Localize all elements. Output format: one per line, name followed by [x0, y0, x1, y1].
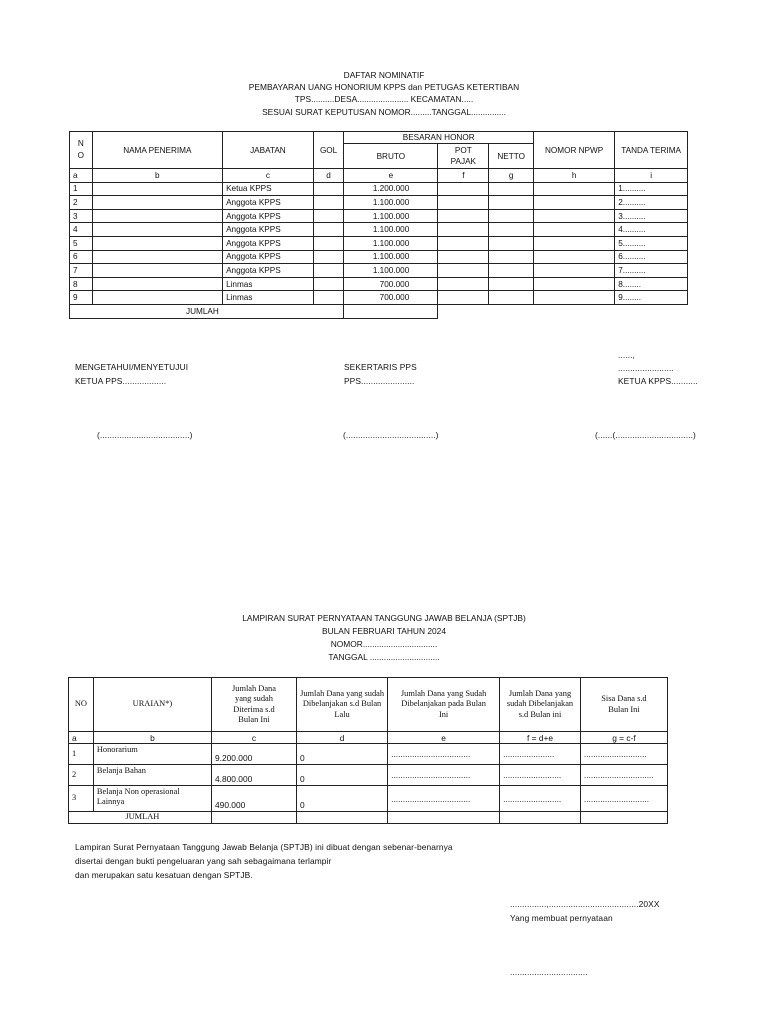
table-row: [70, 182, 688, 196]
doc1-subtitle: PEMBAYARAN UANG HONORIUM KPPS dan PETUGAS KETERTIBAN: [248, 82, 520, 92]
letter-cell: a: [69, 732, 94, 744]
row-no: 5: [70, 236, 93, 250]
row-tanda-terima: 3..........: [615, 209, 688, 223]
letter-cell: i: [615, 169, 688, 183]
doc2-tanggal-line: TANGGAL ..............................: [328, 652, 440, 662]
row-pot-pajak: [438, 264, 489, 278]
table-row: [69, 765, 668, 786]
row-diterima: 9.200.000: [212, 744, 297, 765]
table-row: [70, 277, 688, 291]
row-tanda-terima: 1..........: [615, 182, 688, 196]
row-pot-pajak: [438, 223, 489, 237]
letter-cell: c: [212, 732, 297, 744]
row-dibelanjakan-lalu: 0: [296, 765, 387, 786]
row-pot-pajak: [438, 196, 489, 210]
row-diterima: 490.000: [212, 786, 297, 812]
col-header-npwp: NOMOR NPWP: [533, 132, 614, 169]
doc1-location-line: TPS..........DESA...................... KECAMATAN.....: [294, 94, 474, 104]
row-netto: [489, 277, 534, 291]
letter-cell: e: [344, 169, 438, 183]
row-dibelanjakan-lalu: 0: [296, 786, 387, 812]
col-header-netto: NETTO: [489, 144, 534, 169]
row-nama: [92, 223, 222, 237]
letter-cell: f = d+e: [500, 732, 581, 744]
sptjb-table: [68, 677, 668, 824]
table-row: [70, 236, 688, 250]
sig-mid-title: SEKERTARIS PPS: [344, 362, 417, 372]
col-header-dibelanjakan-ini: Jumlah Dana yang Sudah Dibelanjakan pada Bulan Ini: [388, 678, 500, 732]
total-blank: [438, 304, 688, 318]
row-netto: [489, 264, 534, 278]
row-bruto: 1.100.000: [344, 250, 438, 264]
row-netto: [489, 250, 534, 264]
row-sisa-dana: ..............................: [580, 765, 667, 786]
sig-mid-role: PPS......................: [344, 376, 415, 386]
letter-cell: f: [438, 169, 489, 183]
doc2-month-line: BULAN FEBRUARI TAHUN 2024: [322, 626, 446, 636]
col-header-dibelanjakan-sd-ini: Jumlah Dana yang sudah Dibelanjakan s.d Bulan ini: [500, 678, 581, 732]
sig-right-date: .......................: [618, 363, 674, 373]
row-nama: [92, 264, 222, 278]
col-header-besaran-honor: BESARAN HONOR: [344, 132, 534, 144]
row-jabatan: Anggota KPPS: [223, 196, 314, 210]
row-netto: [489, 236, 534, 250]
row-bruto: 1.200.000: [344, 182, 438, 196]
row-gol: [313, 277, 344, 291]
row-npwp: [533, 182, 614, 196]
col-header-no: N O: [70, 132, 93, 169]
row-gol: [313, 182, 344, 196]
row-nama: [92, 277, 222, 291]
row-bruto: 1.100.000: [344, 196, 438, 210]
row-gol: [313, 196, 344, 210]
letter-cell: d: [296, 732, 387, 744]
row-bruto: 1.100.000: [344, 223, 438, 237]
col-header-uraian: URAIAN*): [93, 678, 211, 732]
row-netto: [489, 196, 534, 210]
row-tanda-terima: 5..........: [615, 236, 688, 250]
row-netto: [489, 182, 534, 196]
row-sisa-dana: ............................: [580, 786, 667, 812]
row-jabatan: Anggota KPPS: [223, 264, 314, 278]
table-row: [70, 291, 688, 305]
row-tanda-terima: 7..........: [615, 264, 688, 278]
row-netto: [489, 209, 534, 223]
row-bruto: 700.000: [344, 277, 438, 291]
row-dibelanjakan-ini: ..................................: [388, 786, 500, 812]
row-nama: [92, 291, 222, 305]
row-jabatan: Anggota KPPS: [223, 236, 314, 250]
row-npwp: [533, 236, 614, 250]
row-diterima: 4.800.000: [212, 765, 297, 786]
row-gol: [313, 223, 344, 237]
nominative-table: [69, 131, 688, 319]
sig-right-place: ......,: [618, 350, 635, 360]
row-nama: [92, 209, 222, 223]
total-label: JUMLAH: [70, 304, 344, 318]
table-row: [70, 264, 688, 278]
letter-cell: h: [533, 169, 614, 183]
row-jabatan: Anggota KPPS: [223, 250, 314, 264]
row-jabatan: Ketua KPPS: [223, 182, 314, 196]
row-jabatan: Linmas: [223, 277, 314, 291]
col-header-gol: GOL: [313, 132, 344, 169]
total-cell: [500, 812, 581, 824]
total-cell: [296, 812, 387, 824]
sig-left-role: KETUA PPS..................: [75, 376, 167, 386]
table-row: [70, 196, 688, 210]
total-cell: [580, 812, 667, 824]
row-gol: [313, 291, 344, 305]
table-row: [69, 786, 668, 812]
place-date-line: ...............,.....................................20XX: [510, 899, 660, 909]
letter-cell: a: [70, 169, 93, 183]
col-header-bruto: BRUTO: [344, 144, 438, 169]
row-no: 1: [70, 182, 93, 196]
row-npwp: [533, 277, 614, 291]
row-nama: [92, 250, 222, 264]
row-netto: [489, 291, 534, 305]
doc2-nomor-line: NOMOR................................: [330, 639, 438, 649]
letter-cell: e: [388, 732, 500, 744]
total-no-blank: [69, 812, 94, 824]
row-dibelanjakan-ini: ..................................: [388, 744, 500, 765]
sig-left-name-line: (.....................................): [97, 430, 193, 440]
sig-right-role: KETUA KPPS...........: [618, 376, 698, 386]
sig-mid-name-line: (.....................................): [343, 430, 439, 440]
row-no: 3: [70, 209, 93, 223]
row-no: 2: [70, 196, 93, 210]
total-cell: [388, 812, 500, 824]
row-gol: [313, 236, 344, 250]
row-pot-pajak: [438, 250, 489, 264]
row-no: 1: [69, 744, 94, 765]
row-pot-pajak: [438, 182, 489, 196]
row-tanda-terima: 4..........: [615, 223, 688, 237]
row-dibelanjakan-ini: ..................................: [388, 765, 500, 786]
row-tanda-terima: 9........: [615, 291, 688, 305]
statement-line-3: dan merupakan satu kesatuan dengan SPTJB.: [75, 870, 253, 880]
row-uraian: Belanja Non operasional Lainnya: [93, 786, 211, 812]
row-jabatan: Anggota KPPS: [223, 209, 314, 223]
col-header-pot-pajak: POT PAJAK: [438, 144, 489, 169]
col-header-dibelanjakan-lalu: Jumlah Dana yang sudah Dibelanjakan s.d Bulan Lalu: [296, 678, 387, 732]
signer-label: Yang membuat pernyataan: [510, 913, 613, 923]
row-npwp: [533, 250, 614, 264]
total-bruto: [344, 304, 438, 318]
doc2-title: LAMPIRAN SURAT PERNYATAAN TANGGUNG JAWAB BELANJA (SPTJB): [242, 613, 526, 623]
row-bruto: 1.100.000: [344, 209, 438, 223]
row-pot-pajak: [438, 236, 489, 250]
row-no: 3: [69, 786, 94, 812]
row-no: 9: [70, 291, 93, 305]
row-jabatan: Linmas: [223, 291, 314, 305]
row-npwp: [533, 223, 614, 237]
sig-right-name-line: (......(................................): [595, 430, 696, 440]
col-header-nama: NAMA PENERIMA: [92, 132, 222, 169]
table-row: [70, 223, 688, 237]
total-label: JUMLAH: [93, 812, 211, 824]
statement-line-1: Lampiran Surat Pernyataan Tanggung Jawab Belanja (SPTJB) ini dibuat dengan sebenar-benarnya: [75, 842, 453, 852]
row-bruto: 1.100.000: [344, 236, 438, 250]
letter-cell: b: [92, 169, 222, 183]
row-dibelanjakan-lalu: 0: [296, 744, 387, 765]
row-pot-pajak: [438, 291, 489, 305]
row-no: 4: [70, 223, 93, 237]
row-gol: [313, 209, 344, 223]
letter-cell: c: [223, 169, 314, 183]
row-tanda-terima: 8........: [615, 277, 688, 291]
row-npwp: [533, 291, 614, 305]
row-sisa-dana: ...........................: [580, 744, 667, 765]
col-header-no: NO: [69, 678, 94, 732]
row-no: 8: [70, 277, 93, 291]
statement-line-2: disertai dengan bukti pengeluaran yang sah sebagaimana terlampir: [75, 856, 332, 866]
doc1-decree-line: SESUAI SURAT KEPUTUSAN NOMOR.........TANGGAL...............: [262, 107, 506, 117]
row-jabatan: Anggota KPPS: [223, 223, 314, 237]
row-pot-pajak: [438, 277, 489, 291]
letter-cell: d: [313, 169, 344, 183]
row-gol: [313, 250, 344, 264]
letter-cell: g: [489, 169, 534, 183]
doc1-title: DAFTAR NOMINATIF: [343, 70, 425, 80]
row-npwp: [533, 264, 614, 278]
row-nama: [92, 182, 222, 196]
row-dibelanjakan-sd-ini: ......................: [500, 744, 581, 765]
row-netto: [489, 223, 534, 237]
row-no: 7: [70, 264, 93, 278]
row-dibelanjakan-sd-ini: .........................: [500, 765, 581, 786]
col-header-diterima: Jumlah Dana yang sudah Diterima s.d Bulan Ini: [212, 678, 297, 732]
table-row: [69, 744, 668, 765]
row-tanda-terima: 2..........: [615, 196, 688, 210]
row-bruto: 700.000: [344, 291, 438, 305]
row-no: 6: [70, 250, 93, 264]
letter-cell: b: [93, 732, 211, 744]
row-no: 2: [69, 765, 94, 786]
col-header-sisa-dana: Sisa Dana s.d Bulan Ini: [580, 678, 667, 732]
row-tanda-terima: 6..........: [615, 250, 688, 264]
col-header-tanda-terima: TANDA TERIMA: [615, 132, 688, 169]
row-dibelanjakan-sd-ini: .........................: [500, 786, 581, 812]
row-npwp: [533, 209, 614, 223]
col-header-jabatan: JABATAN: [223, 132, 314, 169]
row-bruto: 1.100.000: [344, 264, 438, 278]
row-uraian: Belanja Bahan: [93, 765, 211, 786]
letter-cell: g = c-f: [580, 732, 667, 744]
row-nama: [92, 196, 222, 210]
total-cell: [212, 812, 297, 824]
row-pot-pajak: [438, 209, 489, 223]
row-npwp: [533, 196, 614, 210]
table-row: [70, 250, 688, 264]
row-nama: [92, 236, 222, 250]
row-uraian: Honorarium: [93, 744, 211, 765]
sig-left-title: MENGETAHUI/MENYETUJUI: [75, 362, 189, 372]
row-gol: [313, 264, 344, 278]
table-row: [70, 209, 688, 223]
signer-signature-line: ................................: [510, 967, 588, 977]
